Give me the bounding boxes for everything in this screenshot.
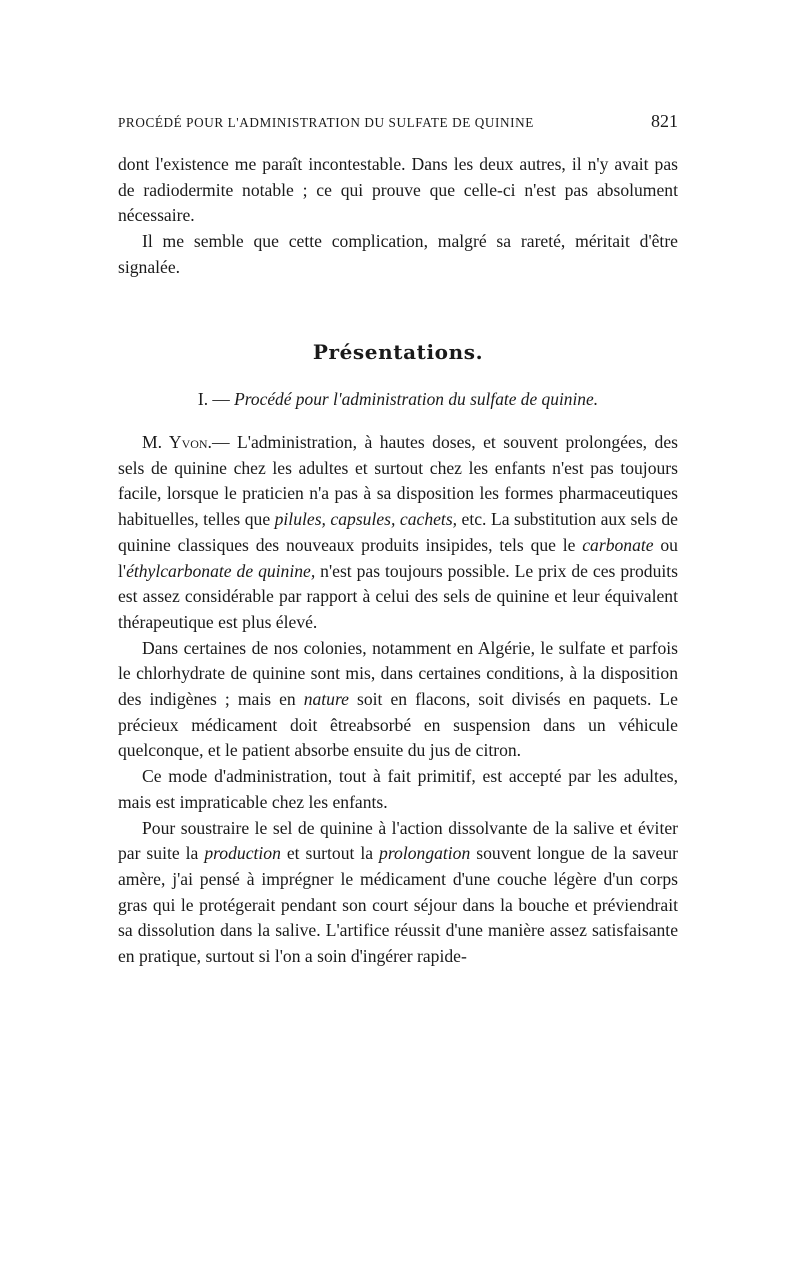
italic-run: prolongation	[379, 843, 471, 864]
italic-run: éthylcarbonate de quinine,	[126, 560, 316, 581]
text-run: soit en flacons, soit divisés en paquets. Le précieux médicament doit êtreabsorbé en suspension dans un véhicule quelconque, et le patient absorbe ensuite du jus de citron.	[118, 689, 678, 761]
italic-run: nature	[303, 689, 349, 710]
text-run: ou l'	[118, 534, 678, 581]
text-run: et surtout la	[280, 843, 380, 864]
text-run: Pour soustraire le sel de quinine à l'action dissolvante de la salive et éviter par suite la	[118, 817, 678, 864]
author-name: M. Yvon.	[142, 432, 212, 452]
intro-paragraph-2: Il me semble que cette complication, malgré sa rareté, méritait d'être signalée.	[118, 231, 678, 277]
article-subtitle	[118, 389, 678, 410]
subtitle-number: I. —	[197, 389, 230, 409]
page-number: 821	[651, 111, 678, 131]
italic-run: production	[204, 843, 281, 864]
italic-run: pilules, capsules, cachets,	[274, 509, 458, 530]
text-run: souvent longue de la saveur amère, j'ai pensé à imprégner le médicament d'une couche légère d'un corps gras qui le protégerait pendant son court séjour dans la bouche et préviendrait sa dissolution dans la salive. L'artifice réussit d'une manière assez satisfaisante en pratique, surtout si l'on a soin d'ingérer rapide-	[118, 843, 678, 967]
body-paragraph-2	[118, 636, 678, 765]
text-run: n'est pas toujours possible. Le prix de ces produits est assez considérable par rapport à celui des sels de quinine et leur équivalent thérapeutique est plus élevé.	[118, 560, 678, 632]
body-paragraph-3: Ce mode d'administration, tout à fait primitif, est accepté par les adultes, mais est impraticable chez les enfants.	[118, 766, 678, 812]
section-title: Présentations.	[312, 340, 484, 364]
body-paragraph-1	[118, 430, 678, 636]
intro-paragraph-1: dont l'existence me paraît incontestable. Dans les deux autres, il n'y avait pas de radiodermite notable ; ce qui prouve que celle-ci n'est pas absolument nécessaire.	[118, 154, 678, 226]
running-header	[118, 111, 678, 132]
text-run: etc. La substitution aux sels de quinine classiques des nouveaux produits insipides, tels que le	[118, 509, 678, 555]
article-body	[118, 430, 678, 970]
text-run: — L'administration, à hautes doses, et souvent prolongées, des sels de quinine chez les adultes et surtout chez les enfants n'est pas toujours facile, lorsque le praticien n'a pas à sa disposition les formes pharmaceutiques habituelles, telles que	[118, 432, 678, 530]
text-run: Dans certaines de nos colonies, notamment en Algérie, le sulfate et parfois le chlorhydrate de quinine sont mis, dans certaines conditions, à la disposition des indigènes ; mais en	[118, 637, 678, 710]
body-paragraph-4	[118, 816, 678, 970]
intro-text	[118, 152, 678, 281]
italic-run: carbonate	[582, 534, 654, 555]
running-title: PROCÉDÉ POUR L'ADMINISTRATION DU SULFATE DE QUININE	[118, 115, 534, 130]
subtitle-text: Procédé pour l'administration du sulfate de quinine.	[234, 389, 599, 409]
